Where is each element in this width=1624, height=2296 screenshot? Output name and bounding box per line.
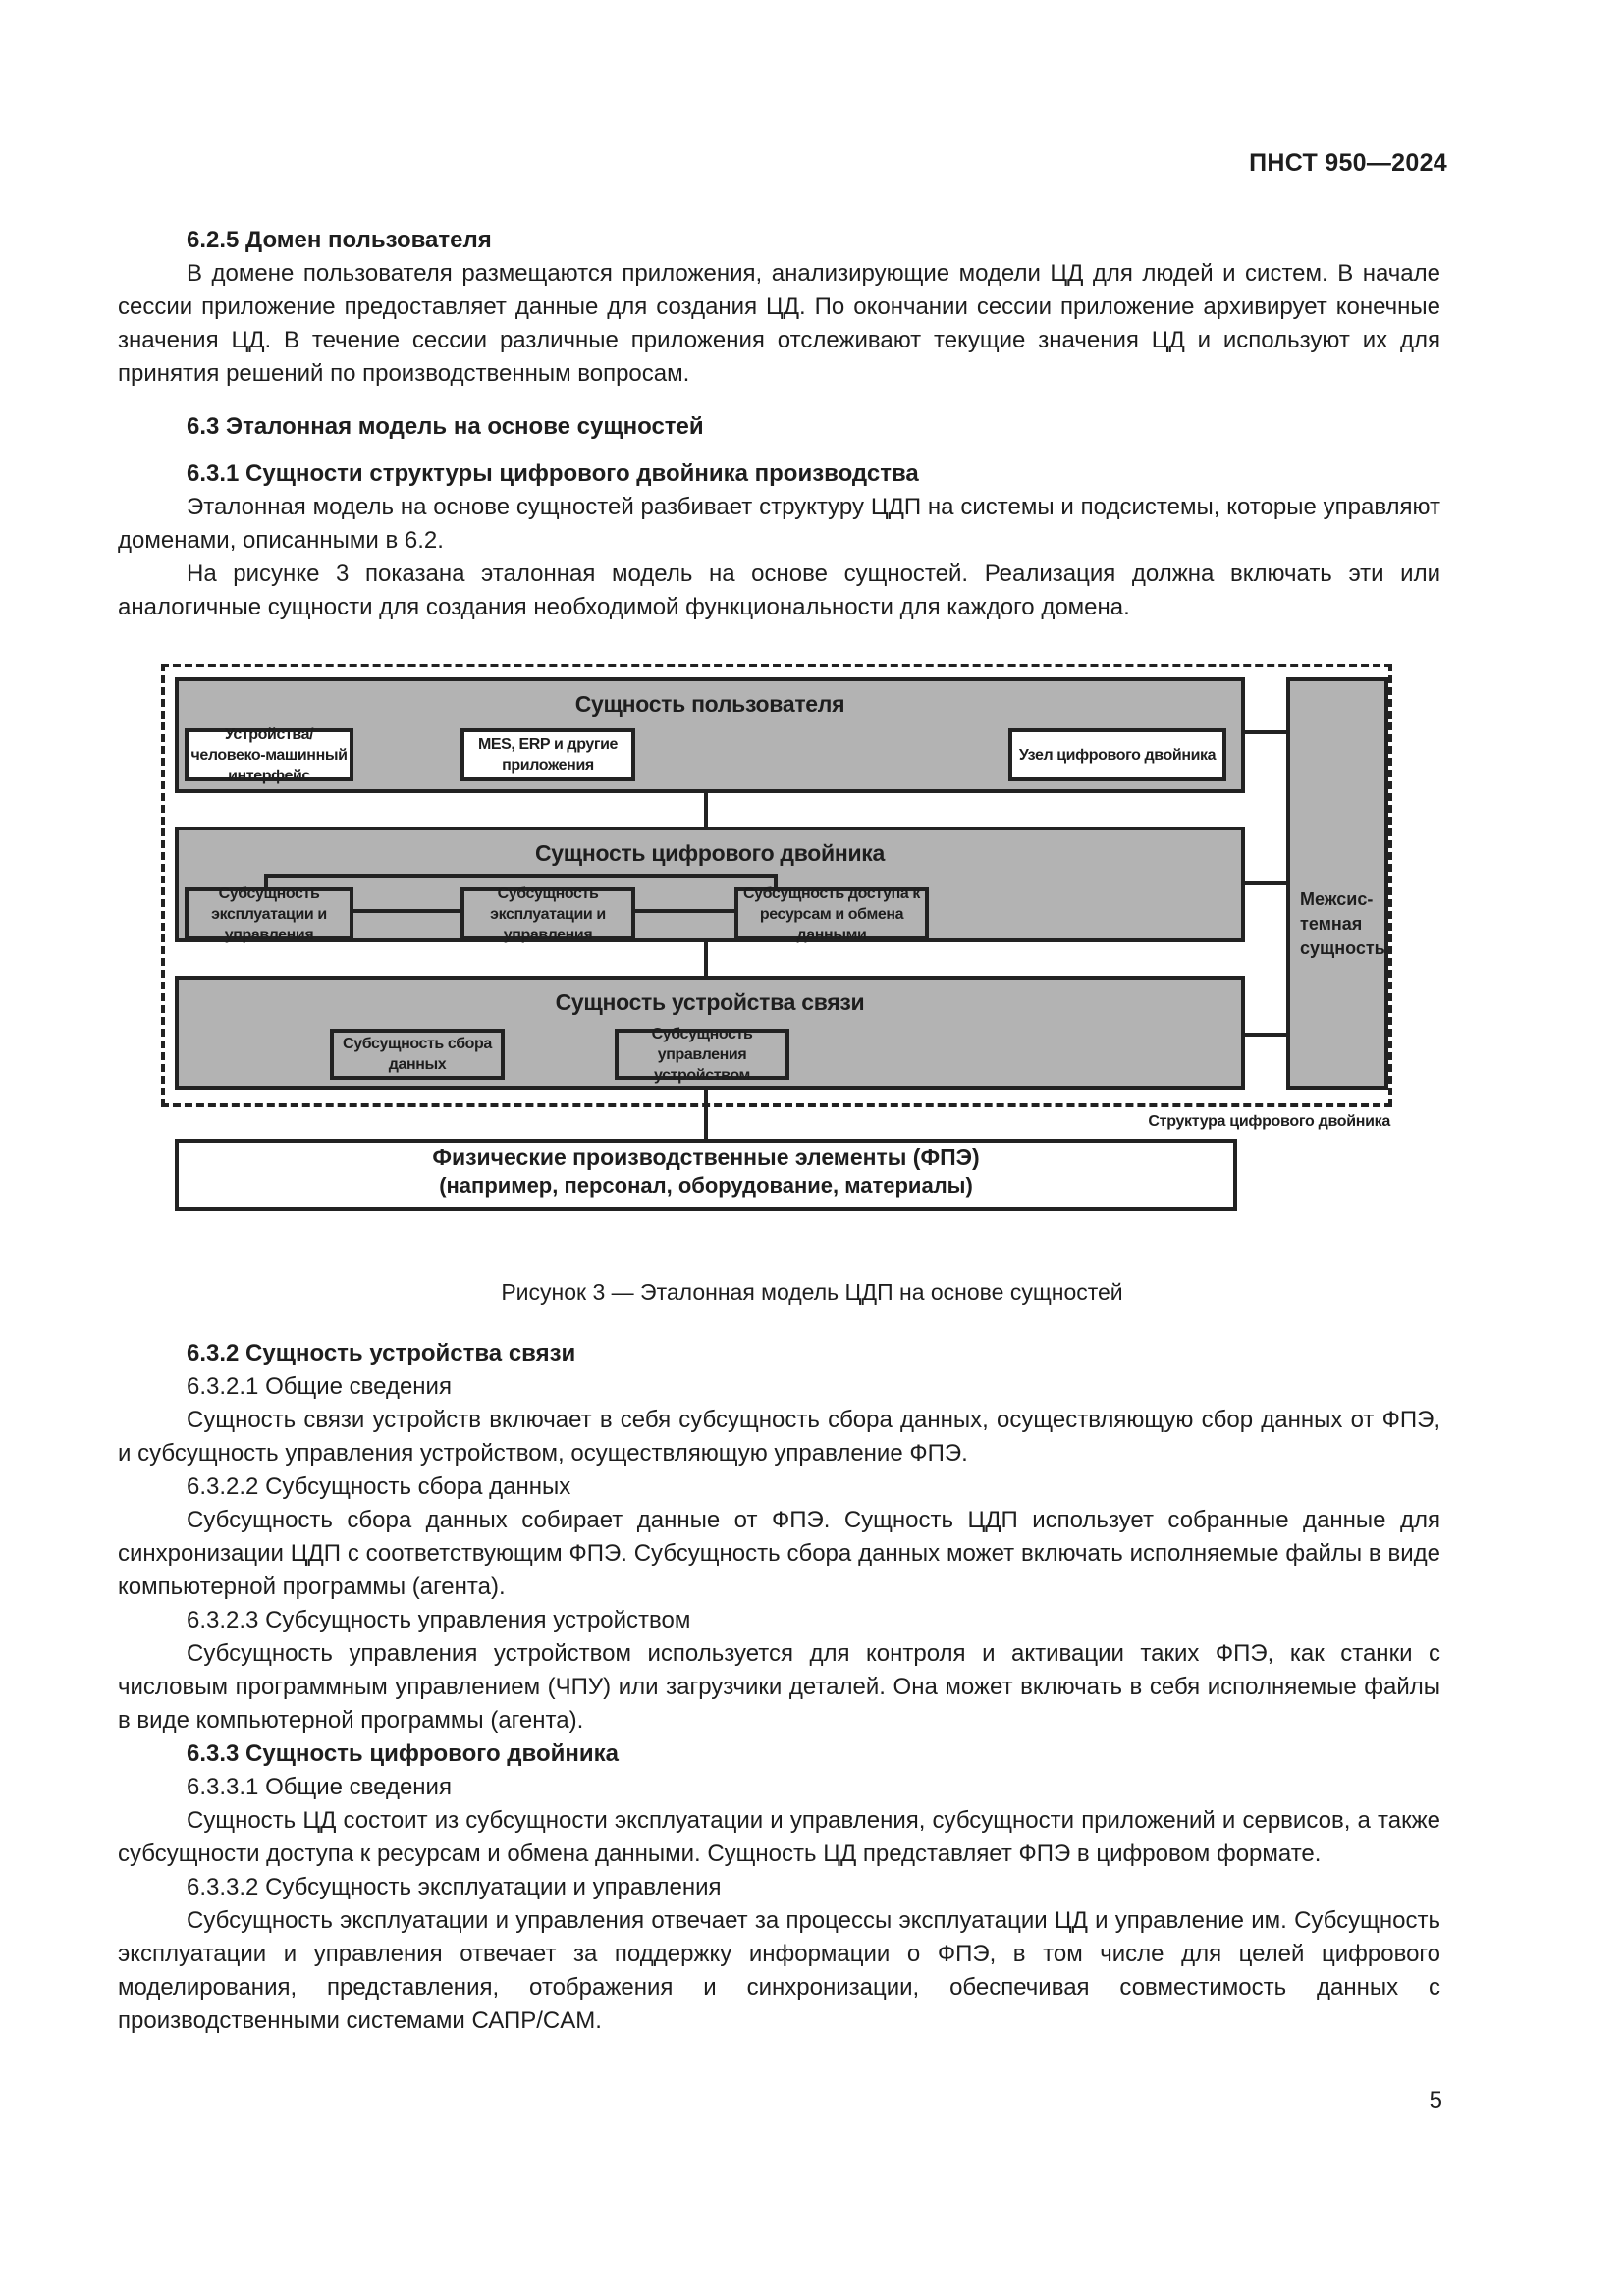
user-entity-title: Сущность пользователя: [574, 691, 845, 717]
digital-twin-entity-title: Сущность цифрового двойника: [535, 840, 885, 866]
connector-twin-mid-right: [630, 909, 738, 913]
connector-twin-mid-left: [353, 909, 461, 913]
document-id: ПНСТ 950—2024: [1249, 149, 1447, 177]
hmi-box: Устройства/человеко-машинный интерфейс: [185, 728, 353, 781]
physical-subtitle: (например, персонал, оборудование, материалы): [439, 1173, 973, 1198]
resource-access-subentity: Субсущность доступа к ресурсам и обмена данными: [734, 887, 929, 940]
paragraph-6-3-2-3: Субсущность управления устройством используется для контроля и активации таких ФПЭ, как станки с числовым программным управлением (ЧПУ) или загрузчики деталей. Она может включать в себя исполняемые файлы в виде компьютерной программы (агента).: [118, 1640, 1440, 1734]
paragraph-6-3-1-a: Эталонная модель на основе сущностей разбивает структуру ЦДП на системы и подсистемы, которые управляют доменами, описанными в 6.2.: [118, 494, 1440, 554]
connector-device-physical: [704, 1090, 708, 1141]
structure-label: Структура цифрового двойника: [1148, 1113, 1390, 1130]
paragraph-6-3-2-2: Субсущность сбора данных собирает данные от ФПЭ. Сущность ЦДП использует собранные данные для синхронизации ЦДП с соответствующим ФПЭ. Субсущность сбора данных может включать исполняемые файлы в виде компьютерной программы (агента).: [118, 1507, 1440, 1600]
heading-6-3-3: 6.3.3 Сущность цифрового двойника: [187, 1740, 619, 1767]
paragraph-6-2-5: В домене пользователя размещаются приложения, анализирующие модели ЦД для людей и систем. В начале сессии приложение предоставляет данные для создания ЦД. По окончании сессии приложение архивирует конечные значения ЦД. В течение сессии различные приложения отслеживают текущие значения ЦД и используют их для принятия решений по производственным вопросам.: [118, 260, 1440, 387]
figure-3-diagram: [157, 664, 1404, 1213]
figure-caption: Рисунок 3 — Эталонная модель ЦДП на основе сущностей: [501, 1279, 1123, 1305]
device-communication-entity: [175, 976, 1245, 1090]
device-control-subentity: Субсущность управления устройством: [615, 1029, 789, 1080]
heading-6-3-1: 6.3.1 Сущности структуры цифрового двойника производства: [187, 460, 919, 487]
connector-twin-cross: [1245, 881, 1288, 885]
digital-twin-entity: [175, 827, 1245, 942]
device-entity-title: Сущность устройства связи: [555, 989, 865, 1015]
operation-control-subentity-1: Субсущность эксплуатации и управления: [185, 887, 353, 940]
mes-erp-box: MES, ERP и другие приложения: [460, 728, 635, 781]
subheading-6-3-2-1: 6.3.2.1 Общие сведения: [187, 1373, 452, 1400]
connector-twin-device: [704, 942, 708, 978]
connector-device-cross: [1245, 1033, 1288, 1037]
heading-6-3-2: 6.3.2 Сущность устройства связи: [187, 1340, 576, 1366]
data-collection-subentity: Субсущность сбора данных: [330, 1029, 505, 1080]
paragraph-6-3-3-2: Субсущность эксплуатации и управления отвечает за процессы эксплуатации ЦД и управление им. Субсущность эксплуатации и управления отвечает за поддержку информации о ФПЭ, в том числе для целей цифрового моделирования, представления, отображения и синхронизации, обеспечивая совместимость данных с производственными системами САПР/CAM.: [118, 1907, 1440, 2034]
subheading-6-3-2-2: 6.3.2.2 Субсущность сбора данных: [187, 1473, 571, 1500]
text-section-top: [118, 224, 1440, 624]
subheading-6-3-2-3: 6.3.2.3 Субсущность управления устройством: [187, 1607, 691, 1633]
paragraph-6-3-2-1: Сущность связи устройств включает в себя субсущность сбора данных, осуществляющую сбор данных от ФПЭ, и субсущность управления устройством, осуществляющую управление ФПЭ.: [118, 1407, 1440, 1467]
physical-elements-box: [175, 1139, 1237, 1211]
operation-control-subentity-2: Субсущность эксплуатации и управления: [460, 887, 635, 940]
paragraph-6-3-3-1: Сущность ЦД состоит из субсущности эксплуатации и управления, субсущности приложений и сервисов, а также субсущности доступа к ресурсам и обмена данными. Сущность ЦД представляет ФПЭ в цифровом формате.: [118, 1807, 1440, 1867]
user-entity: [175, 677, 1245, 793]
page-number: 5: [1429, 2087, 1442, 2113]
subheading-6-3-3-1: 6.3.3.1 Общие сведения: [187, 1774, 452, 1800]
physical-title: Физические производственные элементы (ФПЭ): [432, 1145, 980, 1170]
cross-system-label: Межсис-темная сущность: [1300, 889, 1385, 958]
twin-node-box: Узел цифрового двойника: [1008, 728, 1226, 781]
paragraph-6-3-1-b: На рисунке 3 показана эталонная модель на основе сущностей. Реализация должна включать эти или аналогичные сущности для создания необходимой функциональности для каждого домена.: [118, 561, 1440, 620]
heading-6-3: 6.3 Эталонная модель на основе сущностей: [187, 413, 704, 440]
connector-user-cross: [1245, 730, 1288, 734]
connector-user-twin: [704, 793, 708, 828]
heading-6-2-5: 6.2.5 Домен пользователя: [187, 227, 492, 253]
text-section-bottom: [118, 1337, 1440, 2038]
connector-twin-top: [264, 874, 778, 878]
subheading-6-3-3-2: 6.3.3.2 Субсущность эксплуатации и управления: [187, 1874, 722, 1900]
cross-system-entity: [1286, 677, 1388, 1090]
